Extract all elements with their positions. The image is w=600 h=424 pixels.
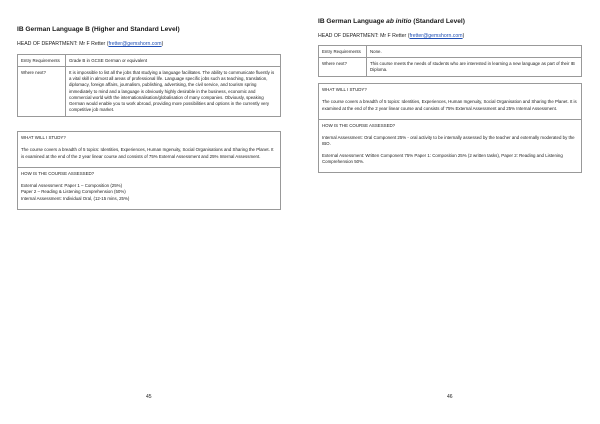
title-italic: ab initio [386,18,412,25]
study-text: The course covers a breadth of 5 topics: Identities, Experiences, Human Ingenuity, Social Organisation and Sharing the Planet. It is examined at the end of the 2 year linear course and consists of 75% External Assessment and 25% Internal Assessment. [322,99,577,111]
study-section [319,84,581,120]
assessment-heading: HOW IS THE COURSE ASSESSED? [21,170,95,176]
assessment-section [319,120,581,172]
course-info-table [17,54,281,117]
page-title: IB German Language B (Higher and Standard Level) [17,26,180,33]
hod-label: HEAD OF DEPARTMENT: Mr F Retter ( [17,41,109,47]
head-of-department [318,33,464,39]
hod-email-link[interactable]: fretter@gemshorn.com [409,33,463,39]
hod-suffix: ) [462,33,465,39]
where-next-label: Where next? [319,58,367,77]
assessment-paragraph: External Assessment: Written Component 75% Paper 1: Composition 25% (2 written tasks), Paper 2: Reading and Listening Comprehension 50%. [322,152,563,164]
hod-label: HEAD OF DEPARTMENT: Mr F Retter ( [318,33,410,39]
table-row [319,58,582,77]
course-info-table [318,45,582,77]
assessment-line: External Assessment: Paper 1 – Composition (25%) [21,183,123,188]
right-page [300,0,600,424]
table-row [18,67,281,117]
where-next-value: This course meets the needs of students who are interested in learning a new language as part of their IB Diploma. [367,58,582,77]
head-of-department [17,41,163,47]
page-number: 45 [146,394,152,400]
study-heading: WHAT WILL I STUDY? [21,135,66,140]
course-details-box [318,83,582,173]
study-heading: WHAT WILL I STUDY? [322,87,367,92]
assessment-heading: HOW IS THE COURSE ASSESSED? [322,122,396,128]
course-details-box [17,131,281,210]
where-next-value: It is impossible to list all the jobs that studying a language facilitates. The ability to communicate fluently is a vital skill in almost all areas of professional life. Language specific jobs such as teaching, translation, diplomacy, foreign affairs, journalism, publishing, advertising, the civil service, and tourism spring immediately to mind and a language is obviously highly desirable in the business, economic and commercial world with the internationalisation/globalisation of many companies. Obviously, speaking German would enable you to work abroad, providing more possibilities and options in the currently very competitive job market. [66,67,281,117]
entry-requirements-value: None. [367,46,582,58]
entry-requirements-value: Grade B in GCSE German or equivalent [66,55,281,67]
assessment-line: Internal Assessment: Individual Oral, (12-15 mins, 25%) [21,195,130,201]
assessment-paragraph: Internal Assessment: Oral Component 25% - oral activity to be internally assessed by the teacher and externally moderated by the IBO. [322,135,575,147]
where-next-label: Where next? [18,67,66,117]
page-title [318,18,465,25]
table-row [18,55,281,67]
study-text: The course covers a breadth of 5 topics: Identities, Experiences, Human Ingenuity, Social Organisations and Sharing the Planet. It is examined at the end of the 2 year linear course and consists of 75% External Assessment and 25% Internal Assessment. [21,147,274,159]
hod-email-link[interactable]: fretter@gemshorn.com [108,41,162,47]
page-number: 46 [447,394,453,400]
hod-suffix: ) [161,41,164,47]
title-suffix: (Standard Level) [411,18,465,25]
entry-requirements-label: Entry Requirements [319,46,367,58]
entry-requirements-label: Entry Requirements [18,55,66,67]
assessment-section [18,168,280,209]
assessment-line: Paper 2 – Reading & Listening Comprehension (50%) [21,189,126,195]
table-row [319,46,582,58]
study-section [18,132,280,168]
title-prefix: IB German Language [318,18,387,25]
